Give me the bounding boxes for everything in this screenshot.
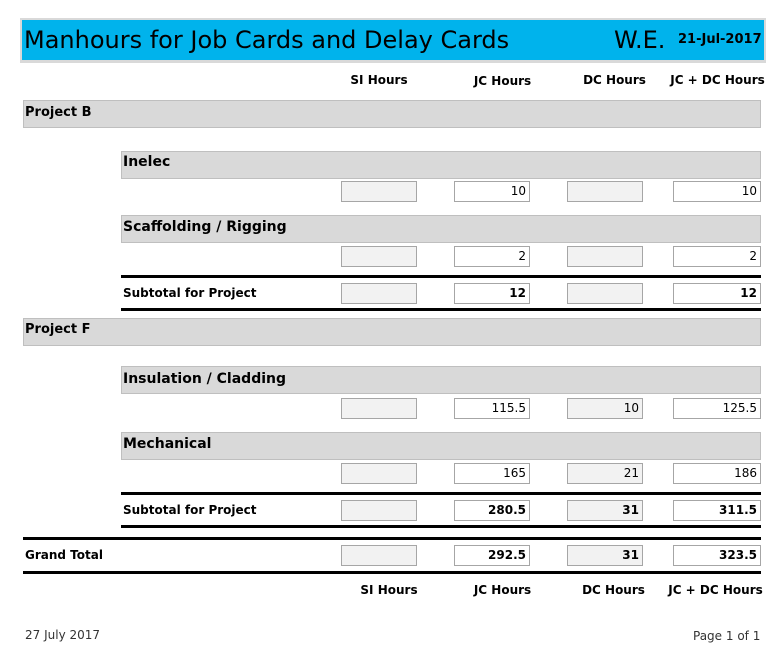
footer-page-number: Page 1 of 1 <box>693 629 761 643</box>
category-name: Mechanical <box>123 436 212 452</box>
jc-hours-cell: 2 <box>454 246 530 267</box>
col-header-si: SI Hours <box>360 583 418 597</box>
subtotal-bottom-rule <box>121 308 761 311</box>
si-hours-cell <box>341 398 417 419</box>
col-header-jc: JC Hours <box>473 583 532 597</box>
total-hours-cell: 186 <box>673 463 761 484</box>
jc-hours-cell: 115.5 <box>454 398 530 419</box>
col-header-si: SI Hours <box>350 73 408 87</box>
category-name: Insulation / Cladding <box>123 371 287 387</box>
col-header-total: JC + DC Hours <box>670 73 765 87</box>
category-name: Scaffolding / Rigging <box>123 219 287 235</box>
si-hours-grand-total <box>341 545 417 566</box>
total-hours-grand-total: 323.5 <box>673 545 761 566</box>
project-name: Project F <box>25 322 91 337</box>
project-name: Project B <box>25 105 92 120</box>
jc-hours-cell: 165 <box>454 463 530 484</box>
grand-total-bottom-rule <box>23 571 761 574</box>
si-hours-subtotal <box>341 283 417 304</box>
grand-total-label: Grand Total <box>25 548 103 562</box>
col-header-total: JC + DC Hours <box>668 583 763 597</box>
col-header-jc: JC Hours <box>473 74 532 88</box>
week-ending-date: 21-Jul-2017 <box>678 32 762 47</box>
jc-hours-cell: 10 <box>454 181 530 202</box>
total-hours-cell: 125.5 <box>673 398 761 419</box>
si-hours-cell <box>341 463 417 484</box>
si-hours-cell <box>341 246 417 267</box>
project-bar <box>23 100 761 128</box>
si-hours-cell <box>341 181 417 202</box>
subtotal-bottom-rule <box>121 525 761 528</box>
dc-hours-grand-total: 31 <box>567 545 643 566</box>
subtotal-top-rule <box>121 492 761 495</box>
col-header-dc: DC Hours <box>583 73 646 87</box>
subtotal-top-rule <box>121 275 761 278</box>
total-hours-cell: 2 <box>673 246 761 267</box>
dc-hours-cell: 10 <box>567 398 643 419</box>
grand-total-top-rule <box>23 537 761 540</box>
si-hours-subtotal <box>341 500 417 521</box>
category-bar <box>121 151 761 179</box>
report-title: Manhours for Job Cards and Delay Cards <box>24 26 510 54</box>
subtotal-label: Subtotal for Project <box>123 286 257 300</box>
total-hours-subtotal: 311.5 <box>673 500 761 521</box>
category-bar <box>121 432 761 460</box>
week-ending-label: W.E. <box>614 26 666 54</box>
jc-hours-grand-total: 292.5 <box>454 545 530 566</box>
jc-hours-subtotal: 280.5 <box>454 500 530 521</box>
category-name: Inelec <box>123 154 171 170</box>
total-hours-cell: 10 <box>673 181 761 202</box>
footer-date: 27 July 2017 <box>25 628 101 642</box>
dc-hours-subtotal <box>567 283 643 304</box>
dc-hours-cell <box>567 181 643 202</box>
dc-hours-cell <box>567 246 643 267</box>
subtotal-label: Subtotal for Project <box>123 503 257 517</box>
project-bar <box>23 318 761 346</box>
col-header-dc: DC Hours <box>582 583 645 597</box>
total-hours-subtotal: 12 <box>673 283 761 304</box>
dc-hours-cell: 21 <box>567 463 643 484</box>
dc-hours-subtotal: 31 <box>567 500 643 521</box>
jc-hours-subtotal: 12 <box>454 283 530 304</box>
